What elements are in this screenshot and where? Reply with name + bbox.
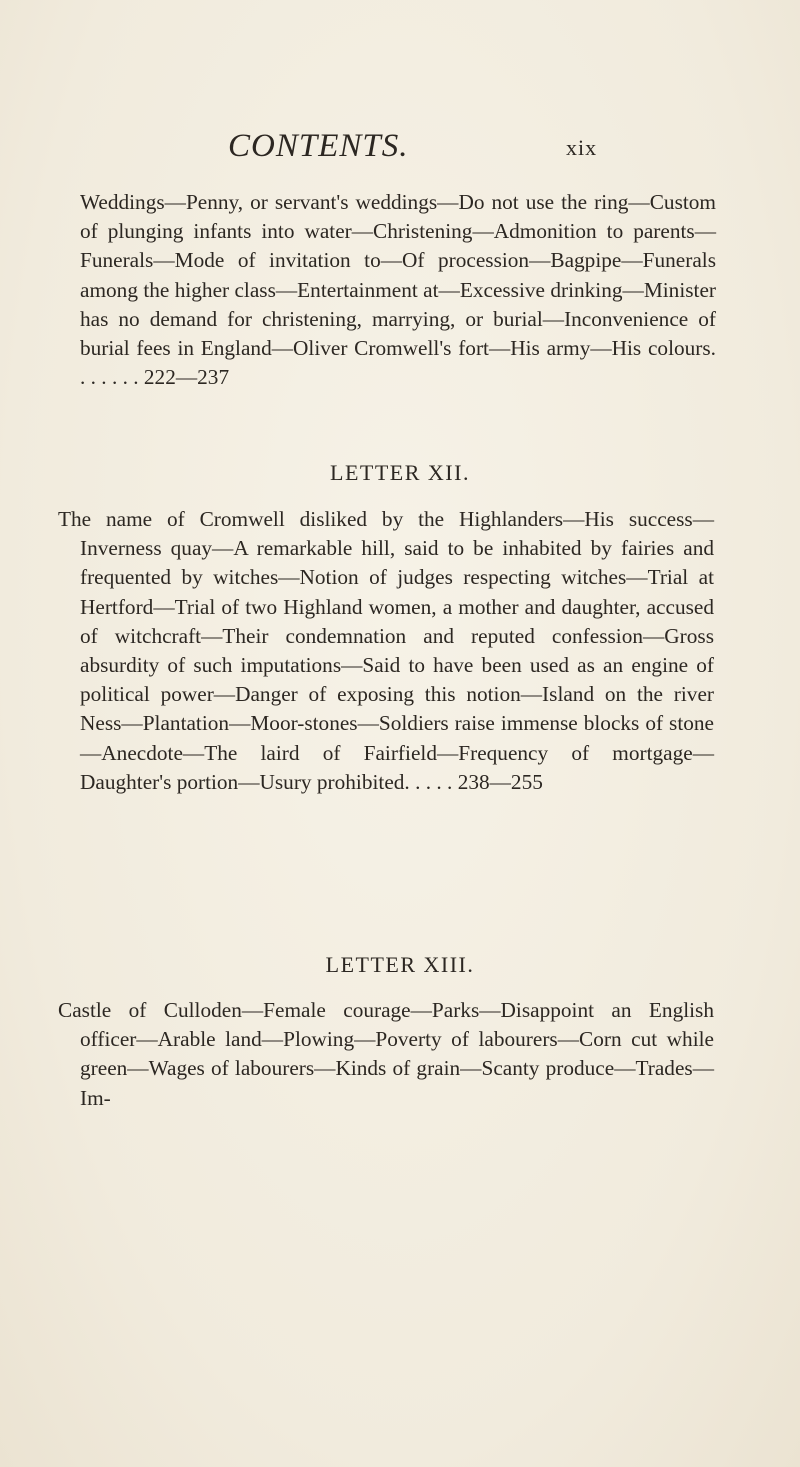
letter-heading-xiii: LETTER XIII. — [325, 952, 475, 977]
contents-entry-letter-xiii — [58, 996, 714, 1113]
contents-entry-letter-xi-continued — [80, 188, 716, 392]
entry-text: The name of Cromwell disliked by the Highlanders—His success—Inverness quay—A remarkable hill, said to be inhabited by fairies and frequented by witches—Notion of judges respecting witches—Trial at Hertford—Trial of two Highland women, a mother and daughter, accused of witchcraft—Their condemnation and reputed confession—Gross absurdity of such imputations—Said to have been used as an engine of political power—Danger of exposing this notion—Island on the river Ness—Plantation—Moor-stones—Soldiers raise immense blocks of stone—Anecdote—The laird of Fairfield—Frequency of mortgage—Daughter's portion—Usury prohibited. — [58, 507, 714, 794]
leader-dots: . . . . . . — [80, 365, 139, 390]
leader-dots: . . . . — [415, 769, 453, 794]
contents-entry-letter-xii — [58, 505, 714, 797]
entry-text-wrap — [58, 505, 714, 797]
entry-text-wrap — [80, 188, 716, 392]
entry-text: Weddings—Penny, or servant's weddings—Do not use the ring—Custom of plunging infants into water—Christening—Admonition to parents—Funerals—Mode of invitation to—Of procession—Bagpipe—Funerals among the higher class—Entertainment at—Excessive drinking—Minister has no demand for christening, marrying, or burial—Inconvenience of burial fees in England—Oliver Cromwell's fort—His army—His colours. — [80, 190, 716, 361]
entry-text: Castle of Culloden—Female courage—Parks—Disappoint an English officer—Arable land—Plowing—Poverty of labourers—Corn cut while green—Wages of labourers—Kinds of grain—Scanty produce—Trades— Im- — [58, 998, 714, 1110]
letter-heading-xii: LETTER XII. — [330, 460, 470, 485]
page-range: 238—255 — [457, 769, 543, 794]
entry-text-wrap — [58, 996, 714, 1113]
page-number: xix — [566, 135, 598, 160]
page-range: 222—237 — [143, 365, 230, 390]
running-title: CONTENTS. — [228, 128, 409, 164]
page-header — [0, 126, 800, 166]
